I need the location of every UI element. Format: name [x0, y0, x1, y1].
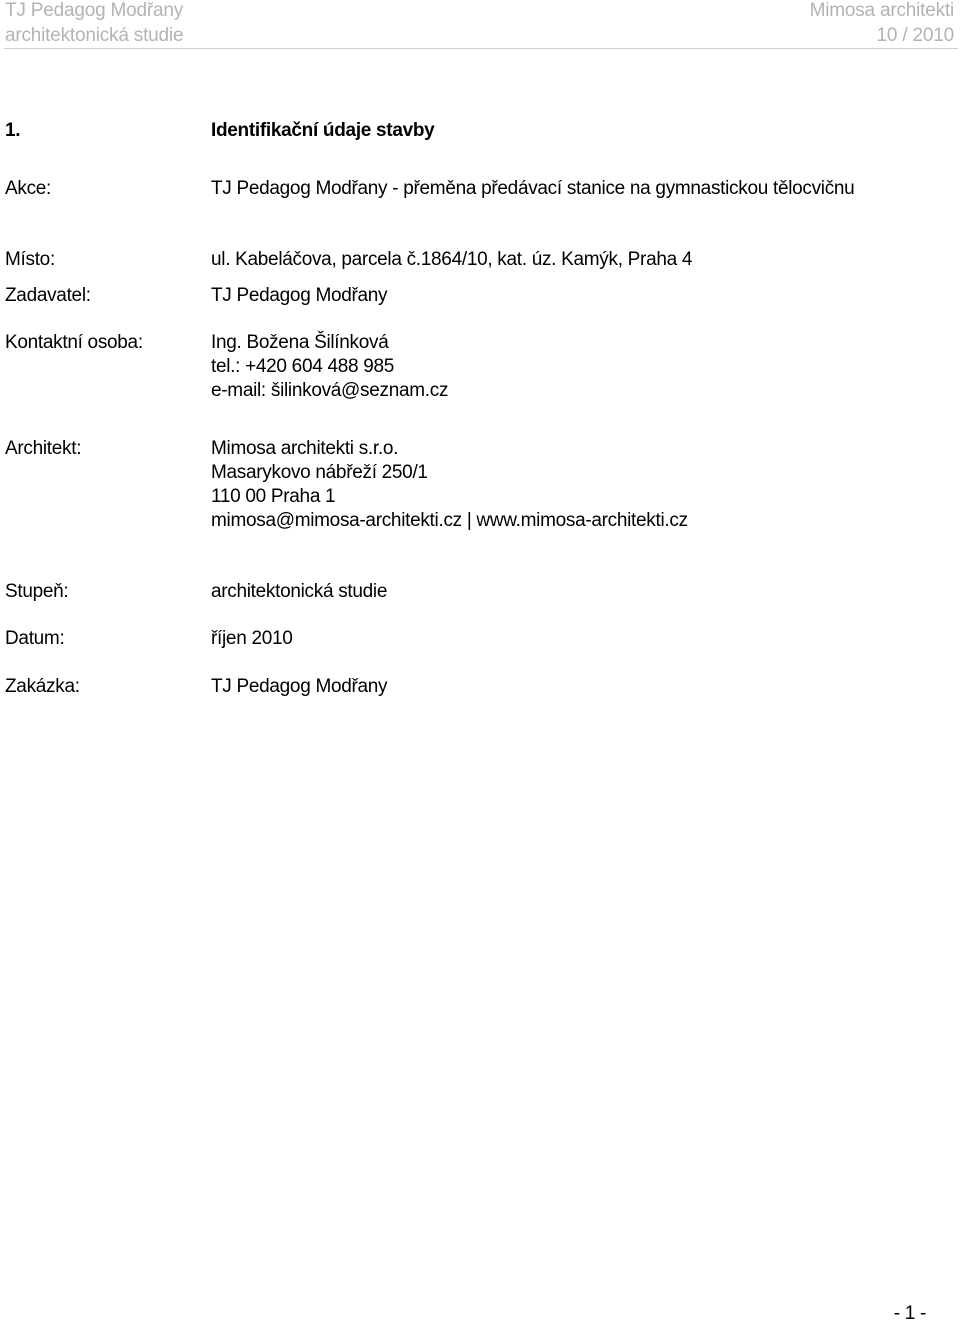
header-date: 10 / 2010 [876, 25, 954, 46]
stupen-value: architektonická studie [211, 581, 388, 602]
header-firm: Mimosa architekti [809, 0, 954, 21]
header-divider [4, 48, 958, 49]
kontakt-phone: tel.: +420 604 488 985 [211, 356, 395, 377]
architekt-company: Mimosa architekti s.r.o. [211, 438, 399, 459]
architekt-city: 110 00 Praha 1 [211, 486, 336, 507]
architekt-street: Masarykovo nábřeží 250/1 [211, 462, 428, 483]
header-stage: architektonická studie [5, 25, 184, 46]
misto-label: Místo: [5, 249, 55, 270]
zadavatel-value: TJ Pedagog Modřany [211, 285, 388, 306]
misto-value: ul. Kabeláčova, parcela č.1864/10, kat. úz. Kamýk, Praha 4 [211, 249, 693, 270]
section-title: Identifikační údaje stavby [211, 120, 435, 141]
kontakt-label: Kontaktní osoba: [5, 332, 143, 353]
akce-label: Akce: [5, 178, 52, 199]
akce-value: TJ Pedagog Modřany - přeměna předávací stanice na gymnastickou tělocvičnu [211, 178, 855, 199]
kontakt-email: e-mail: šilinková@seznam.cz [211, 380, 449, 401]
zakazka-label: Zakázka: [5, 676, 80, 697]
zadavatel-label: Zadavatel: [5, 285, 91, 306]
datum-value: říjen 2010 [211, 628, 293, 649]
datum-label: Datum: [5, 628, 65, 649]
stupen-label: Stupeň: [5, 581, 69, 602]
architekt-contact: mimosa@mimosa-architekti.cz | www.mimosa-architekti.cz [211, 510, 688, 531]
header-client-name: TJ Pedagog Modřany [5, 0, 184, 21]
zakazka-value: TJ Pedagog Modřany [211, 676, 388, 697]
kontakt-name: Ing. Božena Šilínková [211, 332, 389, 353]
section-number: 1. [5, 120, 21, 141]
architekt-label: Architekt: [5, 438, 82, 459]
page-number: - 1 - [893, 1303, 926, 1324]
